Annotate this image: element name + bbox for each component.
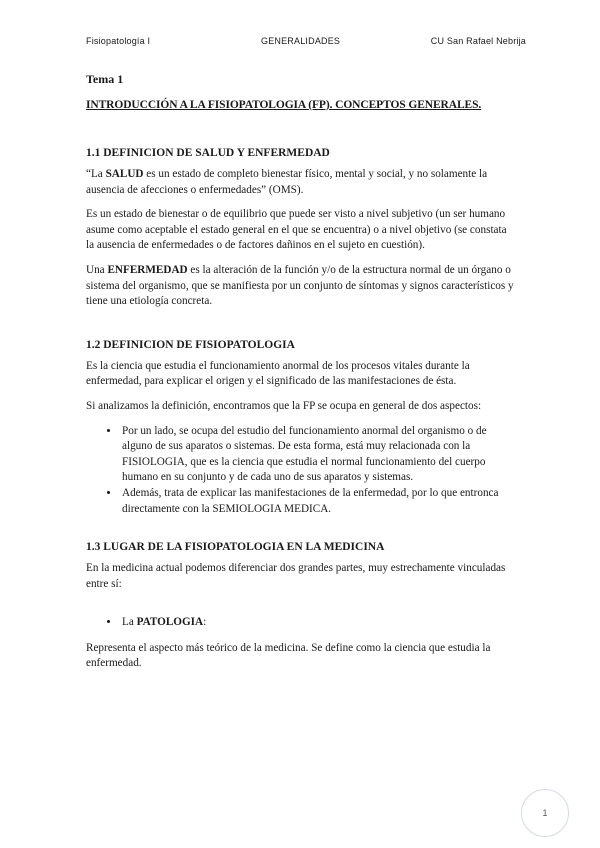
text-run: es un estado de completo bienestar físico, mental y social, y no solamente la ausencia de afecciones o enfermedades” (OMS). bbox=[86, 168, 488, 196]
document-body bbox=[86, 72, 514, 681]
section-heading-salud: 1.1 DEFINICION DE SALUD Y ENFERMEDAD bbox=[86, 147, 330, 159]
section-heading-lugar: 1.3 LUGAR DE LA FISIOPATOLOGIA EN LA MEDICINA bbox=[86, 541, 385, 554]
paragraph-fp-definition: Es la ciencia que estudia el funcionamiento anormal de los procesos vitales durante la enfermedad, para explicar el origen y el significado de las manifestaciones de ésta. bbox=[86, 359, 470, 388]
topic-label: Tema 1 bbox=[86, 72, 124, 86]
document-title: INTRODUCCIÓN A LA FISIOPATOLOGIA (FP). CONCEPTOS GENERALES. bbox=[86, 99, 482, 111]
header-course: Fisiopatología I bbox=[86, 36, 151, 46]
spacer bbox=[86, 601, 514, 615]
section-heading-fisiopatologia: 1.2 DEFINICION DE FISIOPATOLOGIA bbox=[86, 338, 295, 351]
text-run: es la alteración de la función y/o de la estructura normal de un órgano o sistema del organismo, que se manifiesta por un conjunto de síntomas y signos característicos y tiene una etiología concreta. bbox=[86, 263, 514, 308]
text-run: Una bbox=[86, 263, 108, 276]
paragraph-patologia-definition: Representa el aspecto más teórico de la medicina. Se define como la ciencia que estudia la enfermedad. bbox=[86, 641, 491, 670]
bold-term: PATOLOGIA bbox=[136, 616, 204, 629]
text-run: La bbox=[122, 616, 137, 629]
bullet-list-aspects bbox=[86, 424, 514, 518]
spacer bbox=[86, 319, 514, 339]
paragraph-salud-definition bbox=[86, 167, 514, 198]
bold-term: SALUD bbox=[105, 168, 144, 180]
header-section: GENERALIDADES bbox=[261, 36, 341, 46]
bold-term: ENFERMEDAD bbox=[107, 263, 188, 276]
paragraph-medicine-parts: En la medicina actual podemos diferenciar dos grandes partes, muy estrechamente vinculadas entre sí: bbox=[86, 562, 506, 590]
header-institution: CU San Rafael Nebrija bbox=[430, 36, 526, 46]
list-item bbox=[120, 615, 514, 631]
page-number: 1 bbox=[542, 808, 548, 818]
paragraph-fp-aspects: Si analizamos la definición, encontramos que la FP se ocupa en general de dos aspectos: bbox=[86, 399, 482, 412]
page-header bbox=[86, 36, 526, 50]
text-run: : bbox=[203, 616, 207, 629]
page-number-badge bbox=[521, 789, 569, 837]
paragraph-salud-explanation: Es un estado de bienestar o de equilibrio que puede ser visto a nivel subjetivo (un ser humano asume como aceptable el estado general en el que se encuentra) o a nivel objetivo (se constata la ausencia de enfermedades o de factores dañinos en el sujeto en cuestión). bbox=[86, 208, 507, 252]
paragraph-enfermedad-definition bbox=[86, 263, 514, 310]
spacer bbox=[86, 527, 514, 541]
list-item: • Además, trata de explicar las manifestaciones de la enfermedad, por lo que entronca directamente con la SEMIOLOGIA MEDICA. bbox=[120, 486, 514, 517]
text-run: “La bbox=[86, 168, 106, 180]
bullet-list-patologia bbox=[86, 615, 514, 631]
list-item: • Por un lado, se ocupa del estudio del funcionamiento anormal del organismo o de alguno de sus aparatos o sistemas. De esta forma, está muy relacionada con la FISIOLOGIA, que es la ciencia que estudia el normal funcionamiento del cuerpo humano en su conjunto y de cada uno de sus aparatos y sistemas. bbox=[120, 424, 514, 486]
